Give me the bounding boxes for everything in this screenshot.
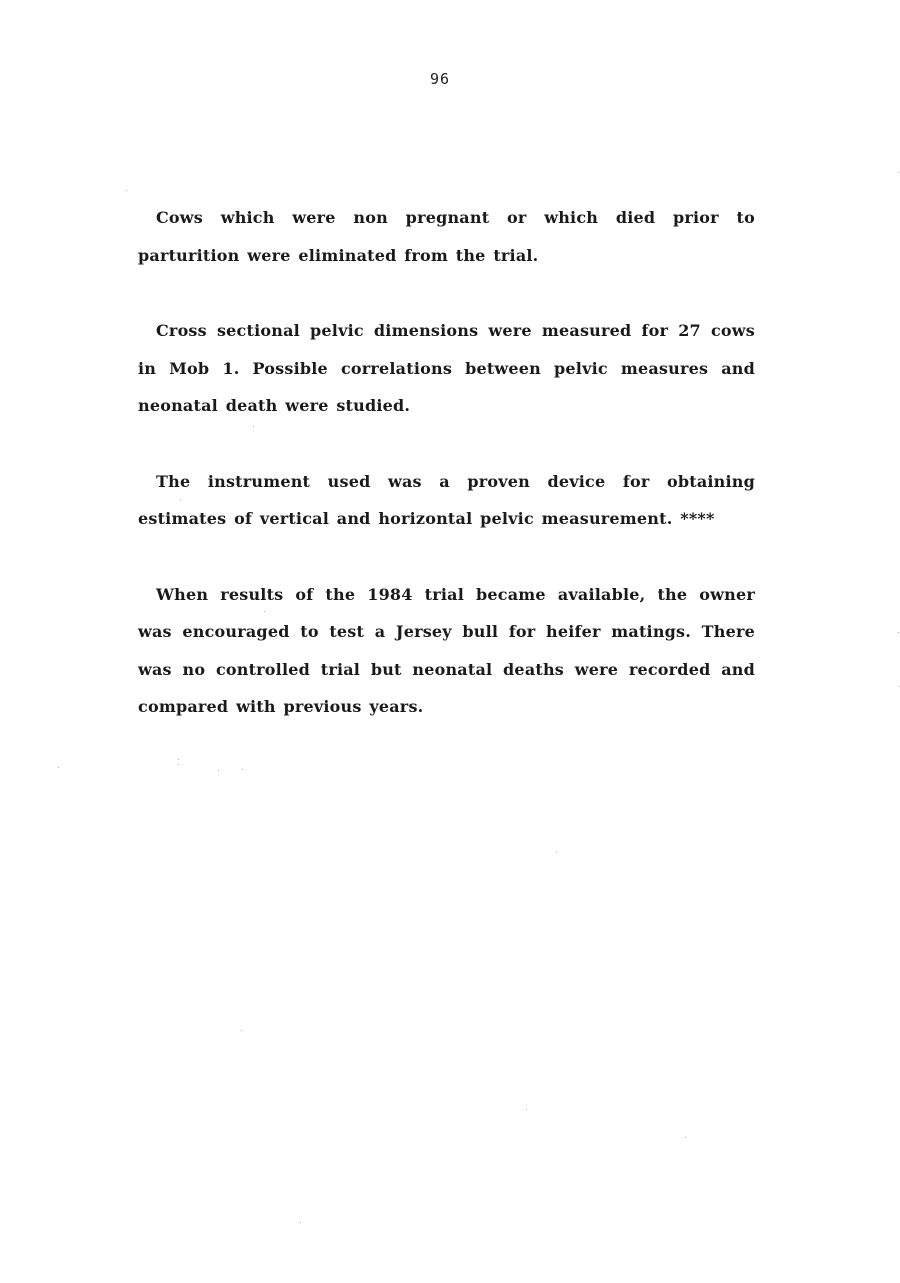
paragraph-text: The instrument used was a proven device for obtaining estimates of vertical and horizontal pelvic measurement. **** xyxy=(138,471,755,528)
scan-speck xyxy=(898,172,899,173)
page-number: 96 xyxy=(429,70,451,88)
scan-speck xyxy=(556,852,557,853)
paragraph-text: Cross sectional pelvic dimensions were measured for 27 cows in Mob 1. Possible correlations between pelvic measures and neonatal death were studied. xyxy=(138,321,755,415)
body-text xyxy=(138,199,755,764)
scan-speck xyxy=(58,767,59,768)
scan-speck xyxy=(241,1030,242,1031)
scan-speck xyxy=(178,759,179,760)
paragraph-pelvic-dimensions xyxy=(138,312,755,425)
scan-speck xyxy=(300,1222,301,1223)
scan-speck xyxy=(526,1109,527,1110)
paragraph-jersey-bull xyxy=(138,576,755,726)
paragraph-eliminated-cows xyxy=(138,199,755,274)
scan-speck xyxy=(264,611,265,612)
paragraph-text: When results of the 1984 trial became available, the owner was encouraged to test a Jersey bull for heifer matings. There was no controlled trial but neonatal deaths were recorded and compared with previous years. xyxy=(138,584,755,716)
paragraph-text: Cows which were non pregnant or which died prior to parturition were eliminated from the trial. xyxy=(138,208,755,265)
scan-speck xyxy=(685,1137,686,1138)
scan-speck xyxy=(242,769,243,770)
scan-speck xyxy=(126,190,127,191)
scan-speck xyxy=(180,499,181,500)
scan-speck xyxy=(253,426,254,427)
scan-speck xyxy=(218,770,219,771)
paragraph-instrument xyxy=(138,463,755,538)
scan-speck xyxy=(898,632,899,633)
scan-speck xyxy=(178,764,179,765)
